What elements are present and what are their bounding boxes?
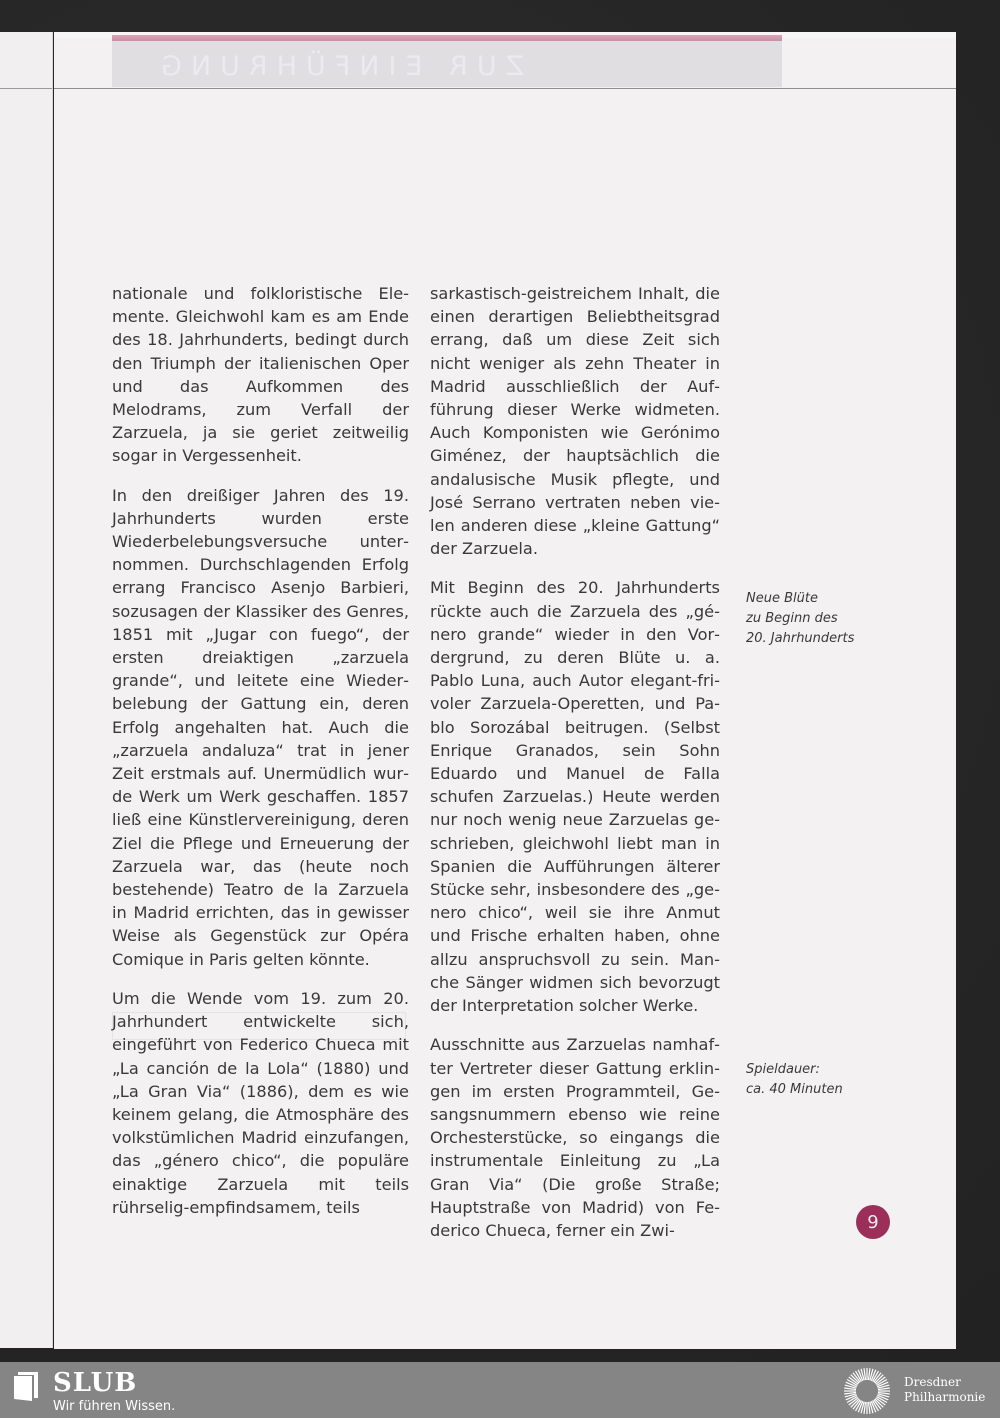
- left-page-edge: [0, 32, 53, 1348]
- paragraph: Ausschnitte aus Zarzuelas namhafter Vertreter dieser Gattung erklingen im ersten Programmteil, Gesangsnummern ebenso wie reine Orchesterstücke, so eingangs die instrumentale Einleitung zu „La Gran Via“ (Die große Straße; Hauptstraße von Madrid) von Federico Chueca, ferner ein Zwi-: [430, 1035, 720, 1240]
- philharmonie-sunburst-icon[interactable]: [842, 1366, 892, 1416]
- margin-note-line: Neue Blüte: [746, 591, 818, 606]
- text-column-right: [430, 282, 720, 1258]
- sunburst-ray: [844, 1392, 856, 1394]
- booklet-page: [54, 32, 956, 1349]
- margin-note-line: ca. 40 Minuten: [746, 1082, 843, 1097]
- text-column-left: [112, 282, 409, 1235]
- margin-note-line: 20. Jahrhunderts: [746, 631, 855, 646]
- slub-tagline: Wir führen Wissen.: [53, 1399, 176, 1414]
- philharmonie-brand-line2: Philharmonie: [904, 1390, 986, 1404]
- paragraph: nationale und folkloristische Elemente. Gleichwohl kam es am Ende des 18. Jahrhunderts, bedingt durch den Triumph der italienischen Oper und das Aufkommen des Melodrams, zum Verfall der Zarzuela, ja sie geriet zeitweilig sogar in Vergessenheit.: [112, 284, 409, 466]
- margin-note-line: zu Beginn des: [746, 611, 838, 626]
- slub-brand[interactable]: SLUB: [53, 1368, 138, 1398]
- section-title: ZUR EINFÜHRUNG: [152, 50, 525, 82]
- sunburst-ray: [868, 1402, 870, 1414]
- paragraph: Mit Beginn des 20. Jahrhunderts rückte auch die Zarzuela des „género grande“ wieder in den Vordergrund, zu deren Blüte u. a. Pablo Luna, auch Autor elegant-frivoler Zarzuela-Operetten, und Pablo Sorozábal beitrugen. (Selbst Enrique Granados, sein Sohn Eduardo und Manuel de Falla schufen Zarzuelas.) Heute werden nur noch wenig neue Zarzuelas geschrieben, gleichwohl liebt man in Spanien die Aufführungen älterer Stücke sehr, insbesondere des „genero chico“, weil sie ihre Anmut und Frische erhalten haben, ohne allzu anspruchsvoll zu sein. Manche Sänger widmen sich bevorzugt der Interpretation solcher Werke.: [430, 578, 720, 1016]
- sunburst-ray: [844, 1388, 856, 1390]
- philharmonie-brand-line1: Dresdner: [904, 1375, 961, 1389]
- philharmonie-brand[interactable]: [904, 1375, 985, 1405]
- paragraph: Um die Wende vom 19. zum 20. Jahrhundert entwickelte sich, eingeführt von Federico Chueca mit „La canción de la Lola“ (1880) und „La Gran Via“ (1886), dem es wie keinem gelang, die Atmosphäre des volkstümlichen Madrid einzufangen, das „género chico“, die populäre einaktige Zarzuela mit teils rührselig-empfindsamem, teils: [112, 988, 409, 1217]
- paragraph: In den dreißiger Jahren des 19. Jahrhunderts wurden erste Wiederbelebungsversuche unternommen. Durchschlagenden Erfolg errang Francisco Asenjo Barbieri, sozusagen der Klassiker des Genres, 1851 mit „Jugar con fuego“, der ersten dreiaktigen „zarzuela grande“, und leitete eine Wiederbelebung der Gattung ein, deren Erfolg angehalten hat. Auch die „zarzuela andaluza“ trat in jener Zeit erstmals auf. Unermüdlich wurde Werk um Werk geschaffen. 1857 ließ eine Künstlervereinigung, deren Ziel die Pflege und Erneuerung der Zarzuela war, das (heute noch bestehende) Teatro de la Zarzuela in Madrid errichten, das in gewisser Weise als Gegenstück zur Opéra Comique in Paris gelten könnte.: [112, 485, 409, 969]
- margin-note-new-bloom: [746, 589, 854, 649]
- sunburst-ray: [864, 1368, 866, 1380]
- header-accent-stripe: [112, 35, 782, 41]
- slub-book-icon[interactable]: [12, 1370, 42, 1402]
- section-title-mirrored: [112, 46, 782, 86]
- sunburst-ray: [864, 1402, 866, 1414]
- left-page-header-rule: [0, 88, 52, 89]
- margin-note-duration: [746, 1060, 843, 1100]
- sunburst-ray: [878, 1388, 890, 1390]
- sunburst-ray: [878, 1392, 890, 1394]
- header-rule: [54, 88, 956, 89]
- margin-note-line: Spieldauer:: [746, 1062, 820, 1077]
- paragraph: sarkastisch-geistreichem Inhalt, die einen derartigen Beliebtheitsgrad errang, daß um diese Zeit sich nicht weniger als zehn Theater in Madrid ausschließlich der Aufführung dieser Werke widmeten. Auch Komponisten wie Gerónimo Giménez, der hauptsächlich die andalusische Musik pflegte, und José Serrano vertraten neben vielen anderen diese „kleine Gattung“ der Zarzuela.: [430, 284, 720, 559]
- page-number: 9: [867, 1211, 879, 1233]
- page-number-badge: [856, 1205, 890, 1239]
- sunburst-ray: [868, 1368, 870, 1380]
- footer-bar: [0, 1362, 1000, 1418]
